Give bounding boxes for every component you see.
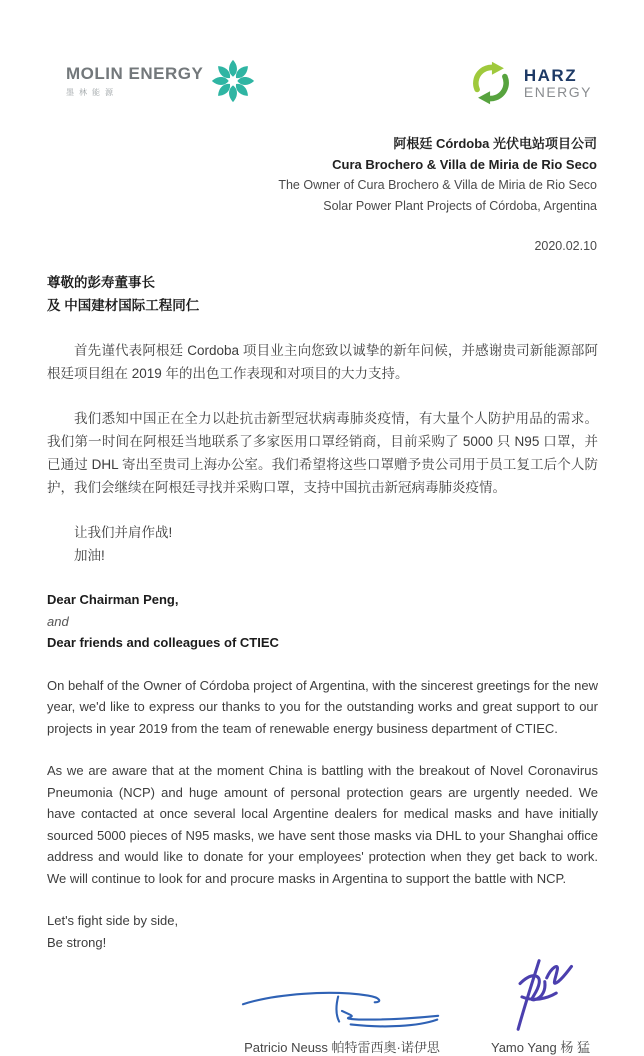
zh-paragraph-2: 我们悉知中国正在全力以赴抗击新型冠状病毒肺炎疫情，有大量个人防护用品的需求。我们第一时间在阿根廷当地联系了多家医用口罩经销商，目前采购了 5000 只 N95 口罩，并已通过 DHL 寄出至贵司上海办公室。我们希望将这些口罩赠予贵公司用于员工复工后个人防护，我们会继续在阿根廷寻找并采购口罩，支持中国抗击新冠病毒肺炎疫情。 (47, 411, 598, 495)
signature-caption-yamo: Yamo Yang 杨 猛 (491, 1040, 590, 1055)
signature-yamo (491, 955, 590, 1056)
english-body (0, 567, 644, 953)
zh-salutation-2: 及 中国建材国际工程同仁 (47, 298, 200, 313)
spacer (47, 654, 598, 675)
project-line: Solar Power Plant Projects of Córdoba, Argentina (323, 199, 597, 213)
signature-block (0, 955, 644, 1056)
letterhead-address (0, 107, 644, 217)
letter-date: 2020.02.10 (534, 239, 597, 253)
zh-paragraph-1: 首先谨代表阿根廷 Cordoba 项目业主向您致以诚挚的新年问候，并感谢贵司新能源部阿根廷项目组在 2019 年的出色工作表现和对项目的大力支持。 (47, 343, 598, 381)
zh-closing-1: 让我们并肩作战! (74, 525, 173, 540)
signature-caption-patricio: Patricio Neuss 帕特雷西奥·诺伊思 (244, 1040, 440, 1055)
molin-ring-icon (210, 58, 256, 104)
en-salutation-2: Dear friends and colleagues of CTIEC (47, 635, 279, 650)
signature-patricio (235, 985, 449, 1056)
molin-wordmark-block (66, 64, 203, 98)
zh-salutation-1: 尊敬的彭寿董事长 (47, 275, 155, 290)
harz-wordmark: HARZ (523, 65, 578, 85)
owner-line: The Owner of Cura Brochero & Villa de Miria de Rio Seco (278, 178, 597, 192)
en-salutation-1: Dear Chairman Peng, (47, 592, 179, 607)
harz-energy-logo (467, 59, 592, 107)
en-salutation-and: and (47, 613, 69, 629)
molin-energy-wordmark: MOLIN ENERGY (66, 64, 204, 83)
molin-energy-logo (66, 58, 256, 104)
company-name-en: Cura Brochero & Villa de Miria de Rio Seco (332, 157, 597, 172)
harz-wordmark-block (524, 67, 592, 100)
spacer (47, 499, 598, 521)
en-closing-1: Let's fight side by side, (47, 913, 179, 928)
en-paragraph-2: As we are aware that at the moment China is battling with the breakout of Novel Coronavirus Pneumonia (NCP) and huge amount of personal protection gears are urgently needed. We have contacted at once several local Argentine dealers for medical masks and have initially sourced 5000 pieces of N95 masks, we have sent those masks via DHL to your Shanghai office address and would like to donate for your employees' protection when they get back to work. We will continue to look for and procure masks in Argentina to support the battle with NCP. (47, 763, 598, 886)
molin-chinese-subtitle: 墨林能源 (66, 88, 118, 97)
chinese-body (0, 253, 644, 567)
spacer (47, 317, 598, 339)
spacer (47, 889, 598, 910)
zh-closing-2: 加油! (74, 548, 105, 563)
en-paragraph-1: On behalf of the Owner of Córdoba project of Argentina, with the sincerest greetings for the new year, we'd like to express our thanks to you for the outstanding works and great support to our projects in year 2019 from the team of renewable energy business department of CTIEC. (47, 677, 598, 736)
company-name-zh: 阿根廷 Córdoba 光伏电站项目公司 (393, 136, 597, 151)
letterhead-logos (0, 0, 644, 107)
harz-energy-wordmark: ENERGY (523, 83, 592, 100)
patricio-signature-ink (235, 985, 449, 1035)
spacer (47, 385, 598, 407)
yamo-signature-ink (505, 955, 577, 1035)
en-closing-2: Be strong! (47, 934, 107, 950)
spacer (47, 739, 598, 760)
harz-cycle-icon (467, 59, 515, 107)
